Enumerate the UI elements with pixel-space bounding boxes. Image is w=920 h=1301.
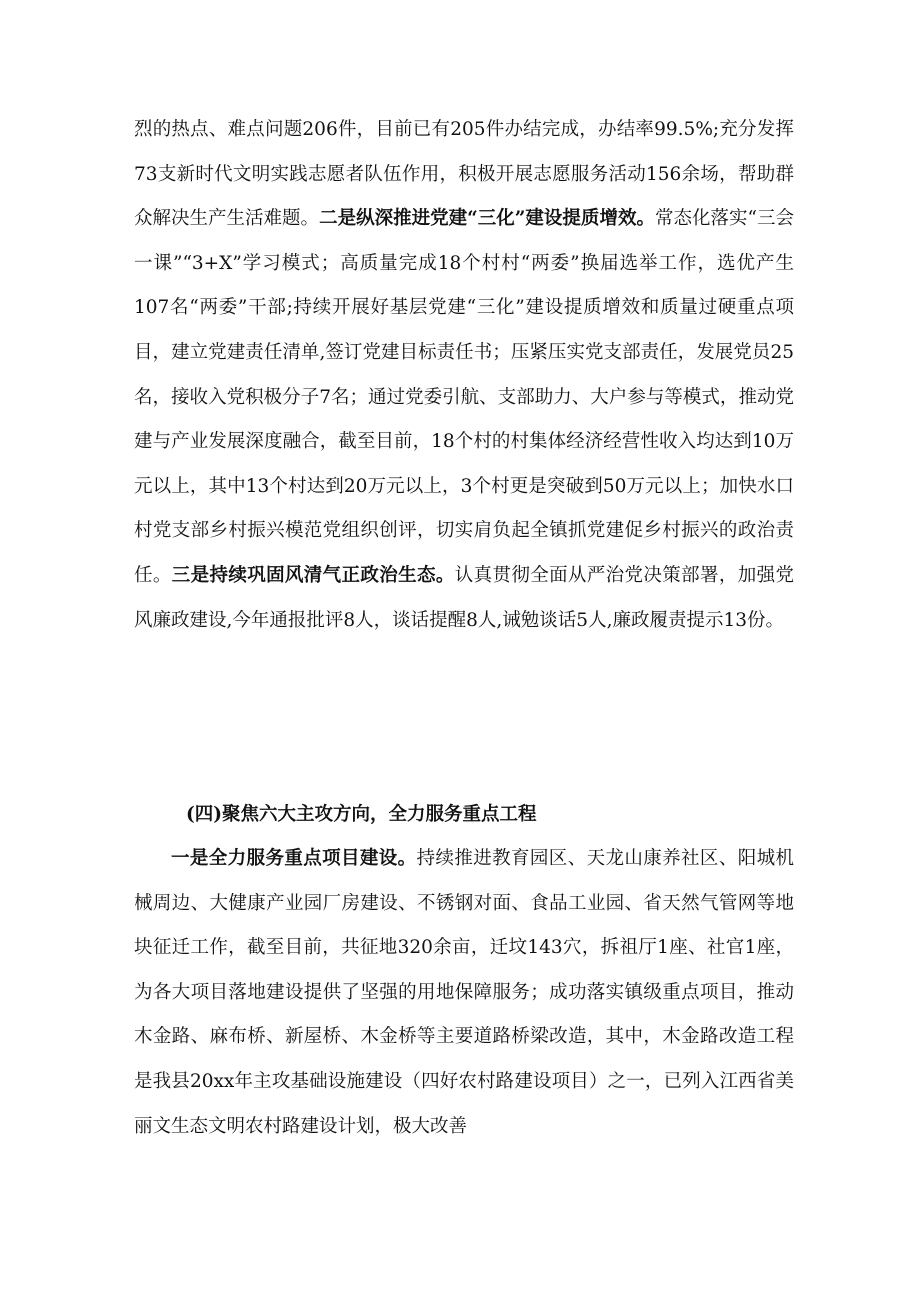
paragraph-text: 烈的热点、难点问题206件，目前已有205件办结完成，办结率99.5%;充分发挥73支新时代文明实践志愿者队伍作用，积极开展志愿服务活动156余场，帮助群众解决生产生活难题。 bbox=[134, 119, 794, 230]
section-heading: (四)聚焦六大主攻方向，全力服务重点工程 bbox=[186, 804, 537, 825]
paragraph-text: 认真贯彻全面从严治党决策部署，加强党风廉政建设,今年通报批评8人，谈话提醒8人,诫勉谈话5人,廉政履责提示13份。 bbox=[134, 564, 794, 631]
subheading-inline: 三是持续巩固风清气正政治生态。 bbox=[171, 564, 455, 586]
paragraph-text: 常态化落实“三会一课”“3+X”学习模式；高质量完成18个村村“两委”换届选举工作，选优产生107名“两委”干部;持续开展好基层党建“三化”建设提质增效和质量过硬重点项目，建立党建责任清单,签订党建目标责任书；压紧压实党支部责任，发展党员25名，接收入党积极分子7名；通过党委引航、支部助力、大户参与等模式，推动党建与产业发展深度融合，截至目前，18个村的村集体经济经营性收入均达到10万元以上，其中13个村达到20万元以上，3个村更是突破到50万元以上；加快水口村党支部乡村振兴模范党组织创评，切实肩负起全镇抓党建促乡村振兴的政治责任。 bbox=[134, 208, 794, 586]
paragraph-text: 持续推进教育园区、天龙山康养社区、阳城机械周边、大健康产业园厂房建设、不锈钢对面、食品工业园、省天然气管网等地块征迁工作，截至目前，共征地320余亩，迁坟143穴，拆祖厅1座、社官1座，为各大项目落地建设提供了坚强的用地保障服务；成功落实镇级重点项目，推动木金路、麻布桥、新屋桥、木金桥等主要道路桥梁改造，其中，木金路改造工程是我县20xx年主攻基础设施建设（四好农村路建设项目）之一，已列入江西省美丽文生态文明农村路建设计划，极大改善 bbox=[134, 848, 794, 1137]
body-paragraph-continued bbox=[134, 108, 794, 643]
subheading-inline: 二是纵深推进党建“三化”建设提质增效。 bbox=[319, 208, 655, 230]
body-paragraph bbox=[134, 837, 794, 1149]
subheading-inline: 一是全力服务重点项目建设。 bbox=[171, 848, 417, 869]
